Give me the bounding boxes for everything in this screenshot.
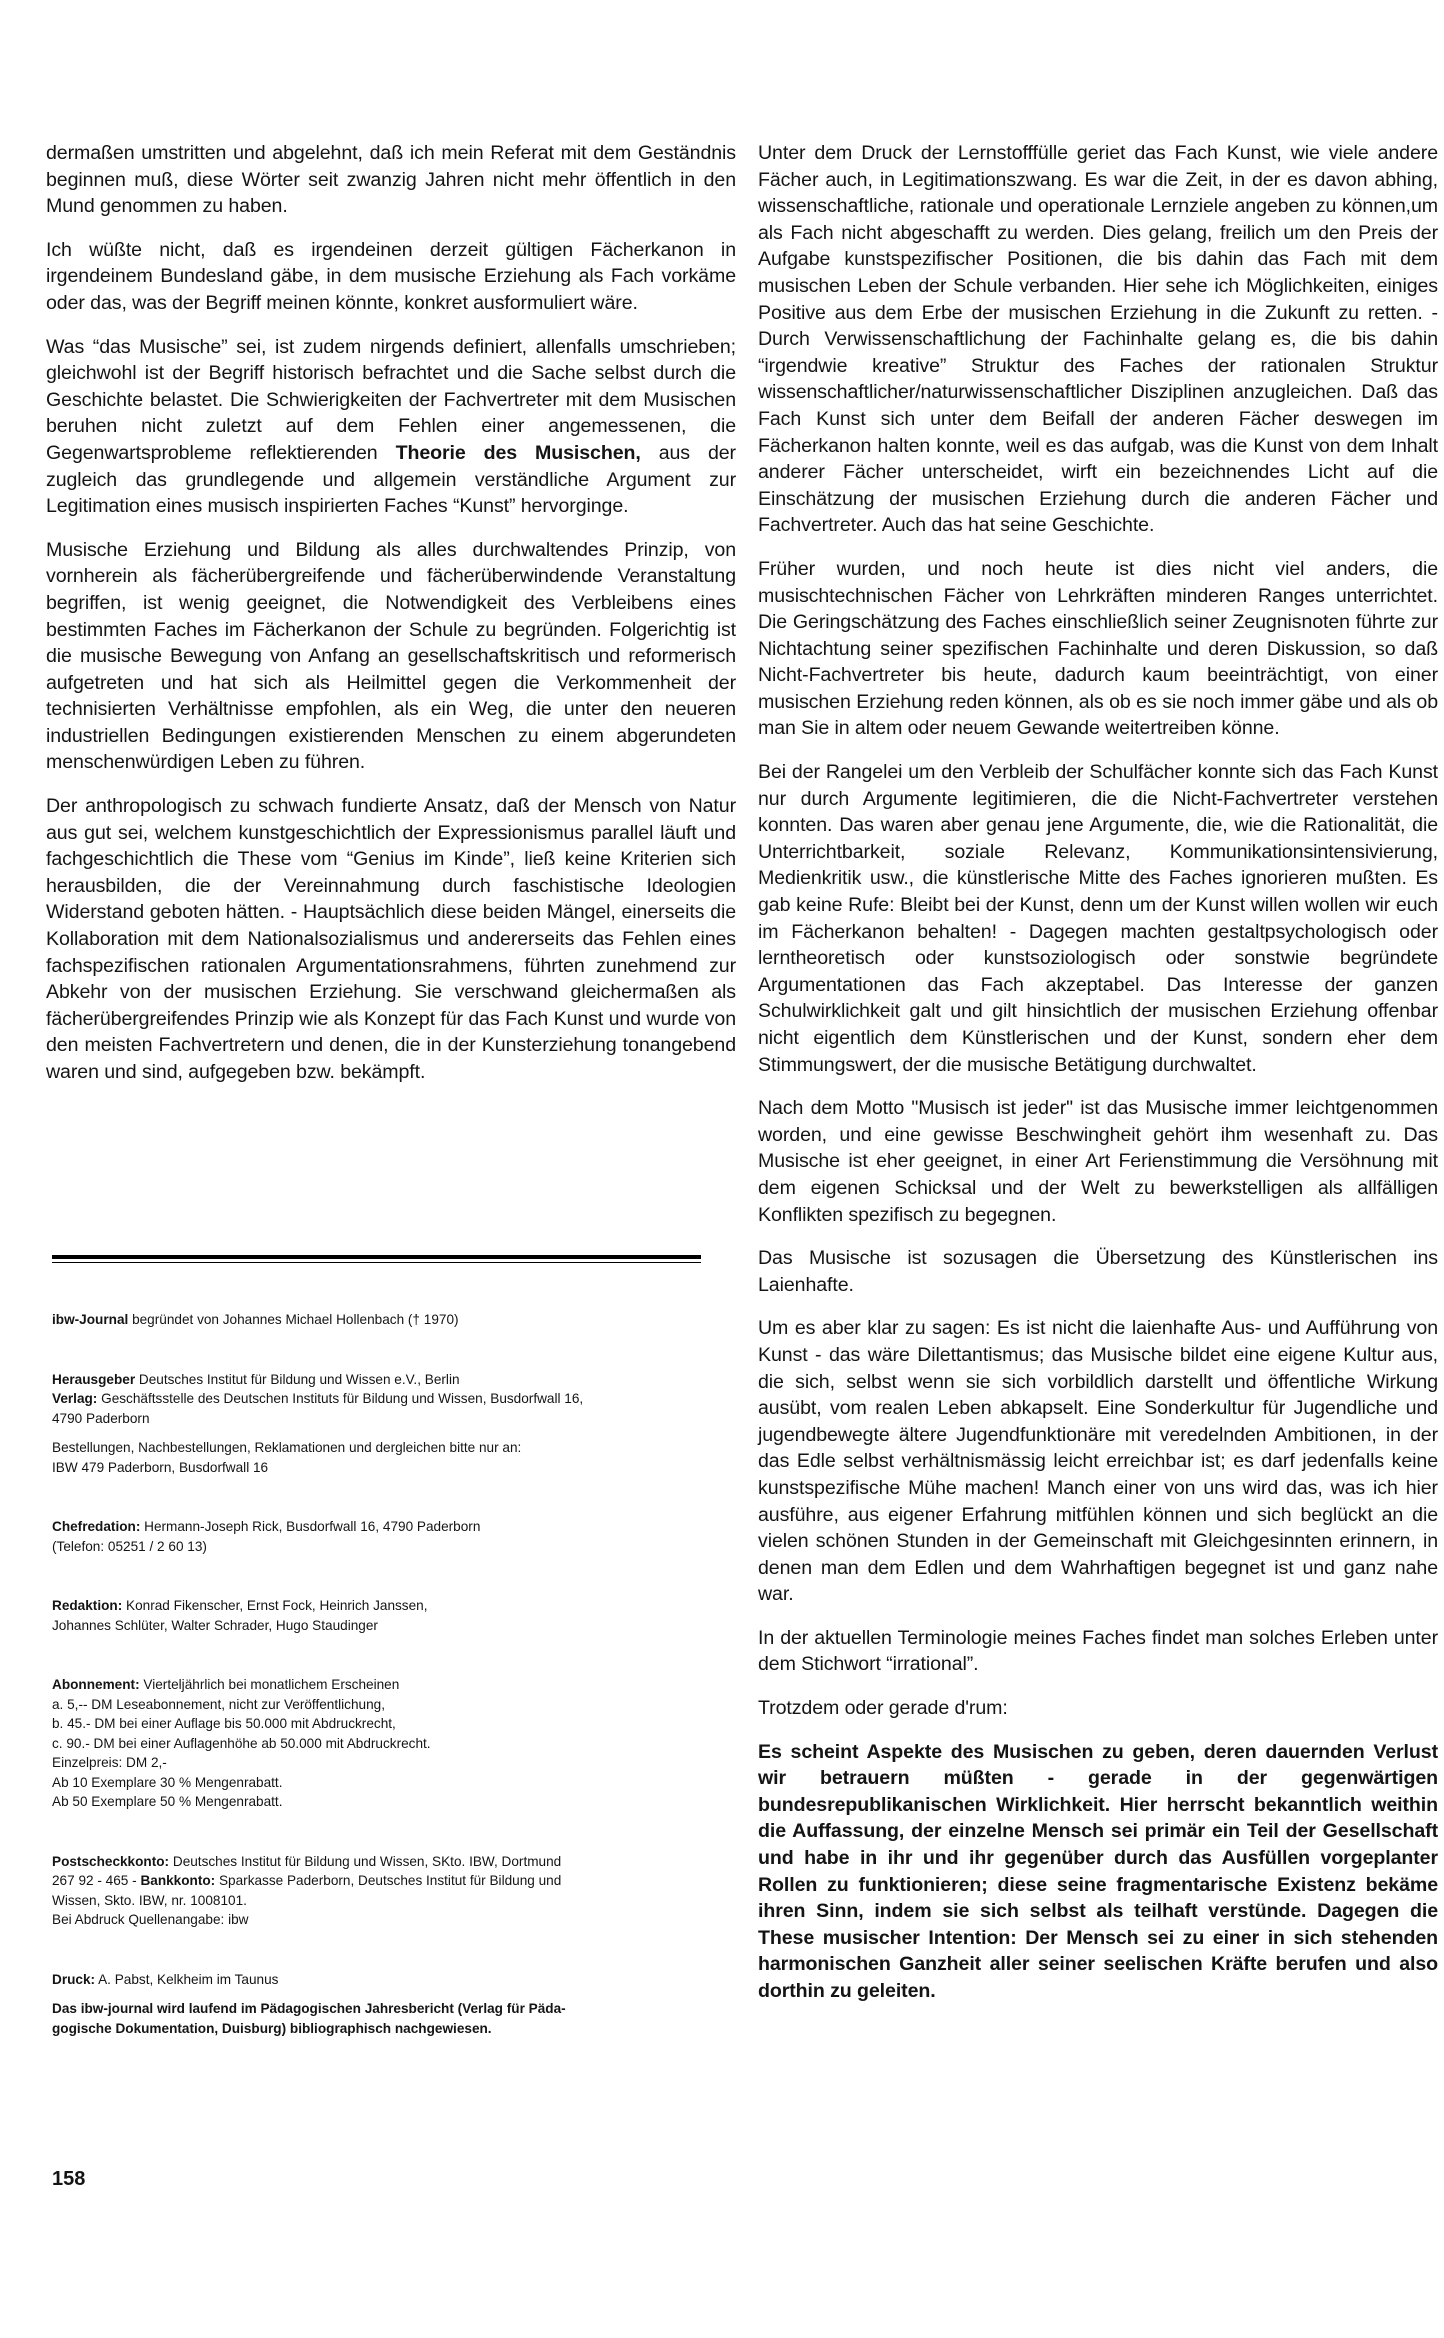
paragraph: dermaßen umstritten und abgelehnt, daß ich mein Referat mit dem Geständnis beginnen muß, diese Wörter seit zwanzig Jahren nicht mehr öffentlich in den Mund genommen zu haben. — [46, 142, 736, 218]
chief-text: Hermann-Joseph Rick, Busdorfwall 16, 4790 Paderborn — [144, 1519, 481, 1534]
imprint-editorial — [52, 1596, 712, 1635]
publisher-label: Herausgeber — [52, 1371, 136, 1387]
publisher-text: Deutsches Institut für Bildung und Wissen e.V., Berlin — [138, 1371, 460, 1387]
right-column — [758, 140, 1438, 2005]
paragraph: Ich wüßte nicht, daß es irgendeinen derzeit gültigen Fächerkanon in irgendeinem Bundesland gäbe, in dem musische Erziehung als Fach vorkäme oder das, was der Begriff meinen könnte, konkret ausformuliert wäre. — [46, 238, 736, 314]
postal-text: Deutsches Institut für Bildung und Wissen, SKto. IBW, Dortmund — [172, 1853, 562, 1869]
imprint-publisher — [52, 1370, 712, 1478]
paragraph-text: aus der zugleich das grundlegende und allgemein verständliche Argument zur Legitimation eines musisch inspirierten Faches “Kunst” hervorginge. — [46, 441, 736, 518]
editorial-text-2: Johannes Schlüter, Walter Schrader, Hugo Staudinger — [52, 1617, 378, 1633]
imprint-subscription — [52, 1675, 712, 1812]
index-line: gogische Dokumentation, Duisburg) bibliographisch nachgewiesen. — [52, 2020, 492, 2036]
imprint-print — [52, 1970, 712, 2039]
paragraph: Früher wurden, und noch heute ist dies nicht viel anders, die musischtechnischen Fächer von Lehrkräften minderen Ranges unterrichtet. Die Geringschätzung des Faches einschließlich seiner Zeugnisnoten führte zur Nichtachtung seiner spezifischen Fachinhalte und deren Diskussion, so daß Nicht-Fachvertreter bis heute, dadurch kaum beeinträchtigt, von einer musischen Erziehung reden können, als ob es sie noch immer gäbe und als ob man Sie in altem oder neuem Gewande weitertreiben könne. — [758, 557, 1438, 740]
editorial-label: Redaktion: — [52, 1598, 123, 1613]
subscription-label: Abonnement: — [52, 1677, 140, 1692]
left-column — [46, 140, 736, 1086]
postal-label: Postscheckkonto: — [52, 1853, 170, 1869]
journal-label: ibw-Journal — [52, 1312, 129, 1327]
index-line: Das ibw-journal wird laufend im Pädagogischen Jahresbericht (Verlag für Päda- — [52, 2001, 566, 2016]
bank-line: Wissen, Skto. IBW, nr. 1008101. — [52, 1892, 247, 1908]
postal-account: 267 92 - 465 - — [52, 1873, 137, 1888]
journal-text: begründet von Johannes Michael Hollenbach († 1970) — [132, 1312, 459, 1327]
subscription-option: a. 5,-- DM Leseabonnement, nicht zur Veröffentlichung, — [52, 1696, 385, 1712]
chief-phone: (Telefon: 05251 / 2 60 13) — [52, 1538, 207, 1554]
subscription-option: c. 90.- DM bei einer Auflagenhöhe ab 50.000 mit Abdruckrecht. — [52, 1735, 431, 1751]
paragraph — [46, 334, 736, 520]
paragraph: Unter dem Druck der Lernstofffülle geriet das Fach Kunst, wie viele andere Fächer auch, in Legitimationszwang. Es war die Zeit, in der es davon abhing, wissenschaftliche, rationale und operationale Lernziele angeben zu können,um als Fach nicht abgeschafft zu werden. Dies gelang, freilich um den Preis der Aufgabe kunstspezifischer Positionen, die bis dahin das Fach mit dem musischen Leben der Schule verbanden. Hier sehe ich Möglichkeiten, einiges Positive aus dem Erbe der musischen Erziehung in die Zukunft zu retten. - Durch Verwissenschaftlichung der Fachinhalte gelang es, die bis dahin “irgendwie kreative” Struktur des Faches der rationalen Struktur wissenschaftlicher/naturwissenschaftlicher Disziplinen anzugleichen. Daß das Fach Kunst sich unter dem Beifall der anderen Fächer deswegen im Fächerkanon halten konnte, weil es das aufgab, was die Kunst von dem Inhalt anderer Fächer unterscheidet, wirft ein bezeichnendes Licht auf die Einschätzung der musischen Erziehung durch die anderen Fächer und Fachvertreter. Auch das hat seine Geschichte. — [758, 142, 1438, 537]
imprint — [52, 1310, 712, 2078]
verlag-text: Geschäftsstelle des Deutschen Instituts für Bildung und Wissen, Busdorfwall 16, — [101, 1391, 584, 1406]
paragraph: Trotzdem oder gerade d'rum: — [758, 1697, 1008, 1720]
paragraph: Das Musische ist sozusagen die Übersetzung des Künstlerischen ins Laienhafte. — [758, 1247, 1438, 1296]
paragraph: Musische Erziehung und Bildung als alles durchwaltendes Prinzip, von vornherein als fächerübergreifende und fächerüberwindende Veranstaltung begriffen, ist wenig geeignet, die Notwendigkeit des Verbleibens eines bestimmten Faches im Fächerkanon der Schule zu begründen. Folgerichtig ist die musische Bewegung von Anfang an gesellschaftskritisch und reformerisch aufgetreten und hat sich als Heilmittel gegen die Verkommenheit der technisierten Verhältnisse empfohlen, als ein Weg, die unter den neueren industriellen Bedingungen existierenden Menschen zu einem abgerundeten menschenwürdigen Leben zu führen. — [46, 538, 736, 774]
paragraph: Es scheint Aspekte des Musischen zu geben, deren dauernden Verlust wir betrauern müßten - gerade in der gegenwärtigen bundesrepublikanischen Wirklichkeit. Hier herrscht bekanntlich weithin die Auffassung, der einzelne Mensch sei primär ein Teil der Gesellschaft und habe in ihr und ihr gegenüber durch das Ausfüllen vorgeplanter Rollen zu funktionieren; diese seine fragmentarische Existenz bekäme ihren Sinn, indem sie sich selbst als teilhaft verstünde. Dagegen die These musischer Intention: Der Mensch sei zu einer in sich stehenden harmonischen Ganzheit aller seiner seelischen Kräfte berufen und also dorthin zu geleiten. — [758, 1740, 1438, 2002]
imprint-journal — [52, 1310, 712, 1330]
paragraph: Nach dem Motto "Musisch ist jeder" ist das Musische immer leichtgenommen worden, und eine gewisse Beschwingheit gehört ihm wesenhaft zu. Das Musische ist eher geeignet, in einer Art Ferienstimmung die Versöhnung mit dem eigenen Schicksal und der Welt zu bewerkstelligen als allfälligen Konflikten spezifisch zu begegnen. — [758, 1097, 1438, 1226]
discount-line: Ab 10 Exemplare 30 % Mengenrabatt. — [52, 1774, 283, 1790]
bank-label: Bankkonto: — [140, 1873, 216, 1888]
section-divider — [52, 1255, 701, 1263]
imprint-chief-editor — [52, 1517, 712, 1556]
subscription-text: Vierteljährlich bei monatlichem Erscheinen — [143, 1677, 400, 1692]
reprint-line: Bei Abdruck Quellenangabe: ibw — [52, 1912, 249, 1927]
bank-text: Sparkasse Paderborn, Deutsches Institut für Bildung und — [218, 1873, 562, 1888]
print-label: Druck: — [52, 1971, 96, 1987]
theory-term: Theorie des Musischen, — [395, 441, 641, 464]
paragraph: Der anthropologisch zu schwach fundierte Ansatz, daß der Mensch von Natur aus gut sei, welchem kunstgeschichtlich der Expressionismus parallel läuft und fachgeschichtlich die These vom “Genius im Kinde”, ließ keine Kriterien sich herausbilden, die der Vereinnahmung durch faschistische Ideologien Widerstand geboten hätten. - Hauptsächlich diese beiden Mängel, einerseits die Kollaboration mit dem Nationalsozialismus und andererseits das Fehlen eines fachspezifischen rationalen Argumentationsrahmens, führten zunehmend zur Abkehr von der musischen Erziehung. Sie verschwand gleichermaßen als fächerübergreifendes Prinzip wie als Konzept für das Fach Kunst und wurde von den meisten Fachvertretern und denen, die in der Kunsterziehung tonangebend waren und sind, aufgegeben bzw. bekämpft. — [46, 795, 736, 1083]
discount-line: Ab 50 Exemplare 50 % Mengenrabatt. — [52, 1794, 283, 1809]
print-text: A. Pabst, Kelkheim im Taunus — [98, 1971, 279, 1987]
paragraph-text: Was “das Musische” sei, ist zudem nirgends definiert, allenfalls umschrieben; gleichwohl ist der Begriff historisch befrachtet und die Sache selbst durch die Geschichte belastet. Die Schwierigkeiten der Fachvertreter mit dem Musischen beruhen nicht zuletzt auf dem Fehlen einer angemessenen, die Gegenwartsprobleme reflektierenden — [46, 335, 736, 464]
verlag-city: 4790 Paderborn — [52, 1410, 150, 1426]
editorial-text: Konrad Fikenscher, Ernst Fock, Heinrich Janssen, — [126, 1598, 428, 1613]
single-price: Einzelpreis: DM 2,- — [52, 1755, 167, 1770]
imprint-accounts — [52, 1852, 712, 1930]
subscription-option: b. 45.- DM bei einer Auflage bis 50.000 mit Abdruckrecht, — [52, 1716, 396, 1731]
verlag-label: Verlag: — [52, 1391, 98, 1406]
orders-line: Bestellungen, Nachbestellungen, Reklamationen und dergleichen bitte nur an: — [52, 1440, 522, 1455]
paragraph: Um es aber klar zu sagen: Es ist nicht die laienhafte Aus- und Aufführung von Kunst - das wäre Dilettantismus; das Musische bildet eine eigene Kultur aus, die sich, selbst wenn sie sich vorbildlich darstellt und öffentliche Wirkung ausübt, vom realen Leben abkapselt. Eine Sonderkultur für Jugendliche und jugendbewegte ältere Jugendfunktionäre mit veredelnden Ambitionen, in der das Edle selbst verhältnismässig leicht erreichbar ist; es darf jedenfalls keine kunstspezifische Mühe machen! Manch einer von uns wird das, was ich hier ausführe, aus eigener Erfahrung mitfühlen können und sich beglückt an die vielen schönen Stunden in der Gemeinschaft mit Gleichgesinnten erinnern, in denen man dem Edlen und dem Wahrhaftigen begegnet ist und ganz nahe war. — [758, 1317, 1438, 1606]
paragraph: In der aktuellen Terminologie meines Faches findet man solches Erleben unter dem Stichwort “irrational”. — [758, 1626, 1438, 1676]
page-number: 158 — [52, 2168, 86, 2190]
chief-label: Chefredation: — [52, 1519, 141, 1534]
paragraph: Bei der Rangelei um den Verbleib der Schulfächer konnte sich das Fach Kunst nur durch Argumente legitimieren, die die Nicht-Fachvertreter verstehen konnten. Das waren aber genau jene Argumente, die, wie die Rationalität, die Unterrichtbarkeit, soziale Relevanz, Kommunikationsintensivierung, Medienkritik usw., die künstlerische Mitte des Faches ignorieren mußten. Es gab keine Rufe: Bleibt bei der Kunst, denn um der Kunst willen wollen wir euch im Fächerkanon behalten! - Dagegen machten gestaltpsychologisch oder lerntheoretisch oder kunstsoziologisch oder sonstwie begründete Argumentationen das Fach akzeptabel. Das Interesse der ganzen Schulwirklichkeit galt und gilt hinsichtlich der musischen Erziehung offenbar nicht eigentlich dem Künstlerischen und der Kunst, sondern eher dem Stimmungswert, der die musische Betätigung durchwaltet. — [758, 761, 1438, 1076]
orders-address: IBW 479 Paderborn, Busdorfwall 16 — [52, 1459, 269, 1475]
